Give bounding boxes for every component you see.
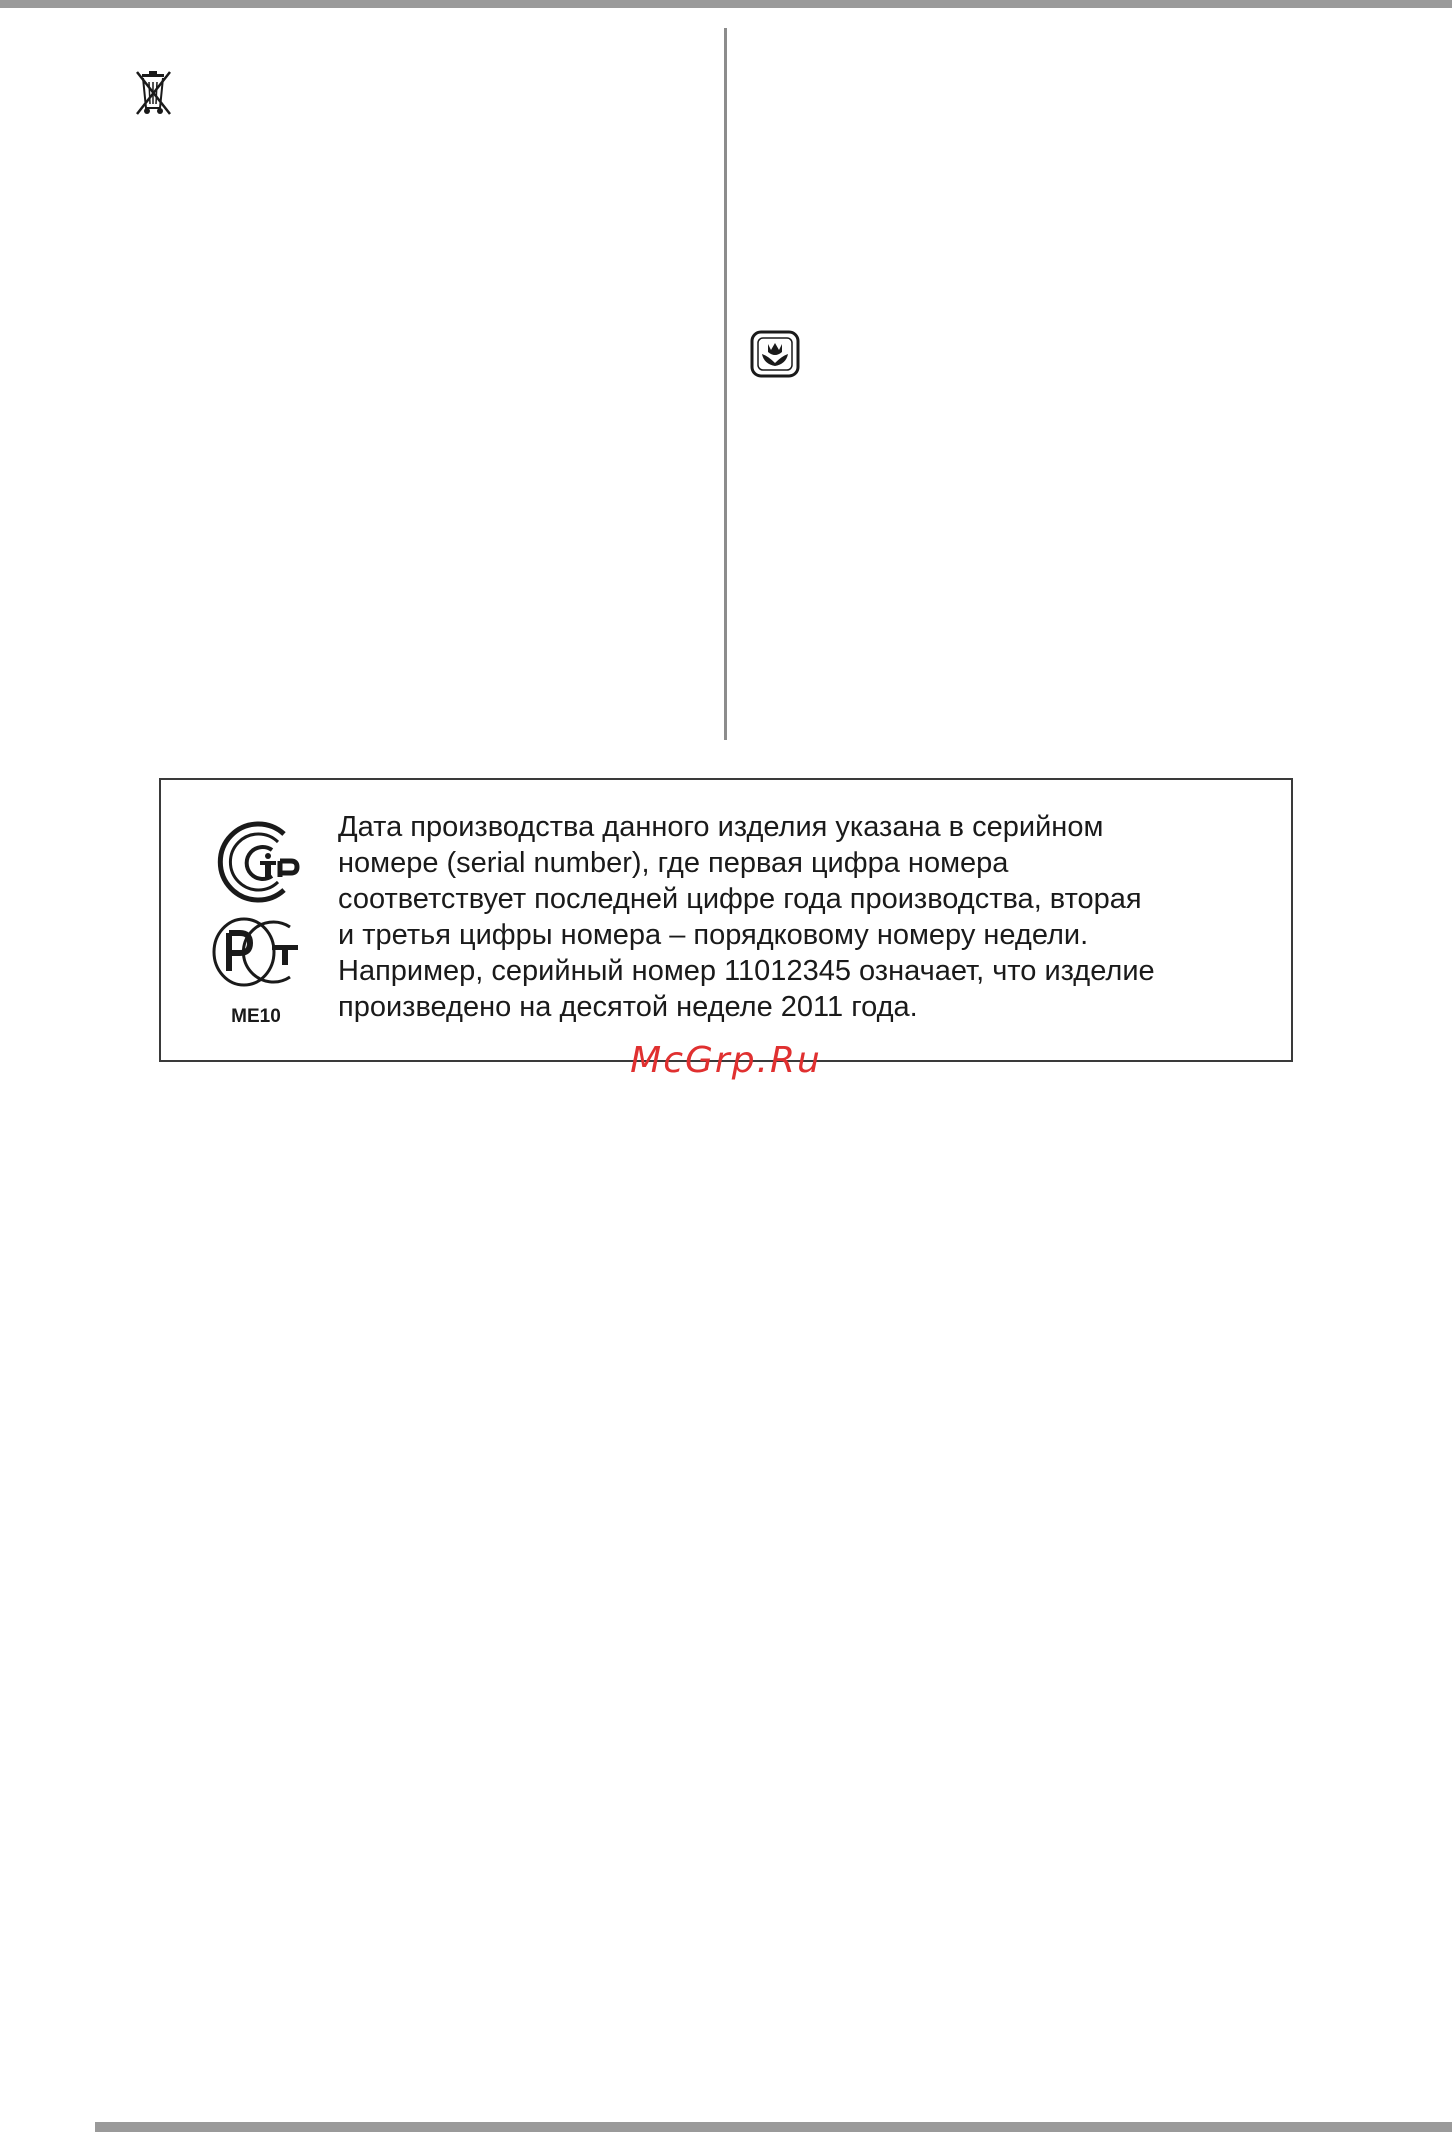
bottom-rule <box>95 2122 1452 2132</box>
manufacture-date-text <box>338 809 1268 1025</box>
ecology-flower-icon <box>750 330 802 378</box>
info-line: Например, серийный номер 11012345 означает, что изделие <box>338 955 1155 987</box>
info-line: номере (serial number), где первая цифра номера <box>338 847 1009 879</box>
column-divider <box>724 28 727 740</box>
top-rule <box>0 0 1452 8</box>
certification-code: ME10 <box>231 1006 281 1027</box>
info-line: Дата производства данного изделия указана в серийном <box>338 811 1104 843</box>
info-line: соответствует последней цифре года производства, вторая <box>338 883 1142 915</box>
weee-bin-icon <box>134 70 174 116</box>
info-line: и третья цифры номера – порядковому номеру недели. <box>338 919 1089 951</box>
info-line: произведено на десятой неделе 2011 года. <box>338 991 918 1023</box>
watermark: McGrp.Ru <box>630 1040 822 1081</box>
manufacture-date-info-box <box>159 778 1293 1062</box>
eac-tr-certification-icon <box>202 820 306 906</box>
pct-certification-icon <box>204 915 308 989</box>
